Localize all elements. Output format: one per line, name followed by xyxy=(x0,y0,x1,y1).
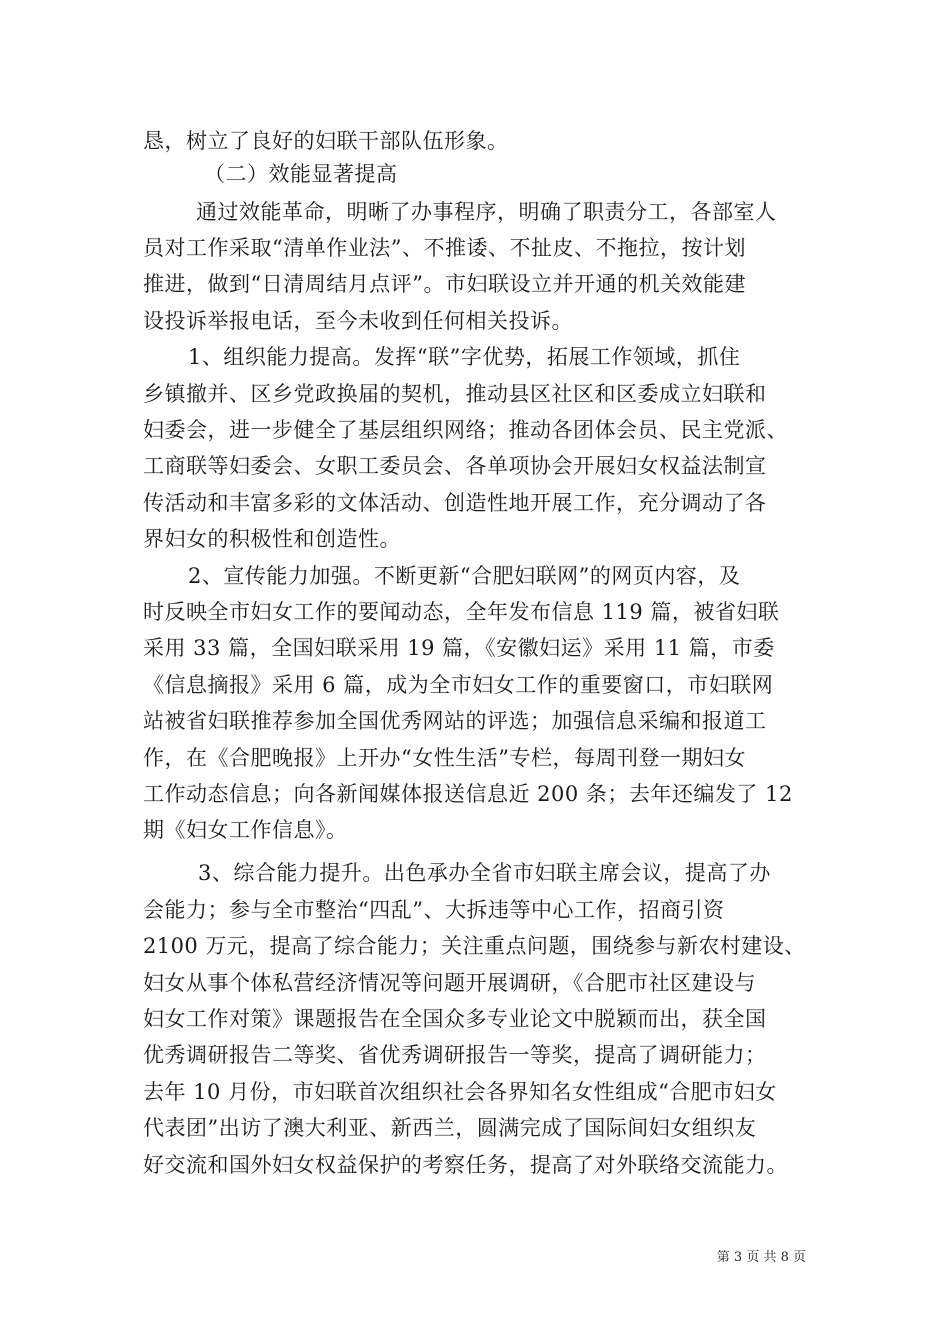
body-line: 通过效能革命，明晰了办事程序，明确了职责分工，各部室人 xyxy=(196,200,777,224)
body-line: 传活动和丰富多彩的文体活动、创造性地开展工作，充分调动了各 xyxy=(143,491,767,515)
body-line: 2100 万元，提高了综合能力；关注重点问题，围绕参与新农村建设、 xyxy=(143,934,806,958)
body-line: 好交流和国外妇女权益保护的考察任务，提高了对外联络交流能力。 xyxy=(143,1153,788,1177)
body-line: 员对工作采取“清单作业法”、不推诿、不扯皮、不拖拉，按计划 xyxy=(143,236,746,260)
body-line: 会能力；参与全市整治“四乱”、大拆违等中心工作，招商引资 xyxy=(143,898,725,922)
body-line: 妇女从事个体私营经济情况等问题开展调研，《合肥市社区建设与 xyxy=(143,971,756,995)
body-line: 站被省妇联推荐参加全国优秀网站的评选；加强信息采编和报道工 xyxy=(143,709,767,733)
body-line: 乡镇撤并、区乡党政换届的契机，推动县区社区和区委成立妇联和 xyxy=(143,382,767,406)
body-line: 作，在《合肥晚报》上开办“女性生活”专栏，每周刊登一期妇女 xyxy=(143,746,746,770)
body-line: 3、综合能力提升。出色承办全省市妇联主席会议，提高了办 xyxy=(198,861,771,885)
body-line: 时反映全市妇女工作的要闻动态，全年发布信息 119 篇，被省妇联 xyxy=(143,600,780,624)
body-line: 去年 10 月份，市妇联首次组织社会各界知名女性组成“合肥市妇女 xyxy=(143,1080,777,1104)
page-number: 第 3 页 共 8 页 xyxy=(716,1250,806,1265)
body-line: 2、宣传能力加强。不断更新“合肥妇联网”的网页内容，及 xyxy=(188,564,741,588)
body-line: 优秀调研报告二等奖、省优秀调研报告一等奖，提高了调研能力； xyxy=(143,1043,767,1067)
section-heading: （二）效能显著提高 xyxy=(204,162,398,186)
body-line: 期《妇女工作信息》。 xyxy=(143,818,348,842)
body-line: 采用 33 篇，全国妇联采用 19 篇，《安徽妇运》采用 11 篇，市委 xyxy=(143,636,775,660)
body-line: 代表团”出访了澳大利亚、新西兰，圆满完成了国际间妇女组织友 xyxy=(143,1116,757,1140)
body-line: 妇委会，进一步健全了基层组织网络；推动各团体会员、民主党派、 xyxy=(143,418,788,442)
body-line: 设投诉举报电话，至今未收到任何相关投诉。 xyxy=(143,309,573,333)
body-line: 工商联等妇委会、女职工委员会、各单项协会开展妇女权益法制宣 xyxy=(143,454,767,478)
body-line: 恳，树立了良好的妇联干部队伍形象。 xyxy=(143,129,509,153)
body-line: 界妇女的积极性和创造性。 xyxy=(143,527,401,551)
body-line: 1、组织能力提高。发挥“联”字优势，拓展工作领域，抓住 xyxy=(188,345,741,369)
body-line: 推进，做到“日清周结月点评”。市妇联设立并开通的机关效能建 xyxy=(143,272,746,296)
body-line: 妇女工作对策》课题报告在全国众多专业论文中脱颖而出，获全国 xyxy=(143,1007,767,1031)
body-line: 《信息摘报》采用 6 篇，成为全市妇女工作的重要窗口，市妇联网 xyxy=(143,673,774,697)
body-line: 工作动态信息；向各新闻媒体报送信息近 200 条；去年还编发了 12 xyxy=(143,782,793,806)
